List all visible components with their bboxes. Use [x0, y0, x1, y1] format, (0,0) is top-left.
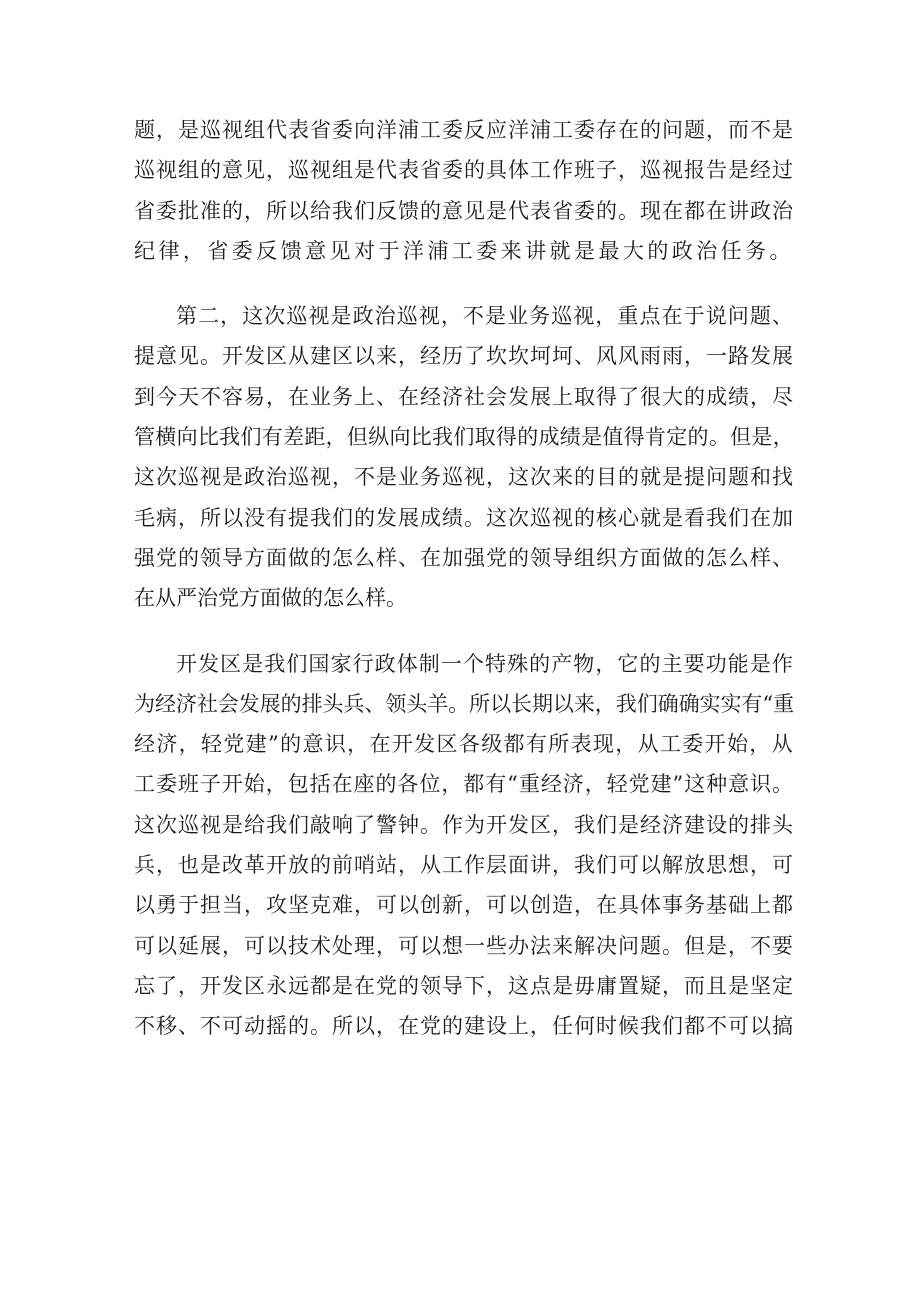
paragraph-1: [134, 110, 794, 271]
text-line: 以勇于担当，攻坚克难，可以创新，可以创造，在具体事务基础上都: [134, 893, 794, 918]
paragraph-2: [134, 296, 794, 618]
text-line: 省委批准的，所以给我们反馈的意见是代表省委的。现在都在讲政治: [134, 198, 794, 223]
text-line: 忘了，开发区永远都是在党的领导下，这点是毋庸置疑，而且是坚定: [134, 973, 794, 998]
text-line: 提意见。开发区从建区以来，经历了坎坎坷坷、风风雨雨，一路发展: [134, 344, 794, 369]
text-line: 巡视组的意见，巡视组是代表省委的具体工作班子，巡视报告是经过: [134, 158, 794, 183]
text-line: 第二，这次巡视是政治巡视，不是业务巡视，重点在于说问题、: [176, 304, 794, 329]
text-line: 不移、不可动摇的。所以，在党的建设上，任何时候我们都不可以搞: [134, 1014, 794, 1039]
text-line: 毛病，所以没有提我们的发展成绩。这次巡视的核心就是看我们在加: [134, 505, 794, 530]
text-line: 题，是巡视组代表省委向洋浦工委反应洋浦工委存在的问题，而不是: [134, 118, 794, 142]
text-line: 在从严治党方面做的怎么样。: [134, 586, 407, 611]
text-line: 兵，也是改革开放的前哨站，从工作层面讲，我们可以解放思想，可: [134, 853, 794, 878]
text-line: 管横向比我们有差距，但纵向比我们取得的成绩是值得肯定的。但是，: [134, 425, 794, 450]
text-line: 经济，轻党建”的意识，在开发区各级都有所表现，从工委开始，从: [134, 732, 794, 757]
text-line: 这次巡视是给我们敲响了警钟。作为开发区，我们是经济建设的排头: [134, 812, 794, 837]
text-line: 开发区是我们国家行政体制一个特殊的产物，它的主要功能是作: [176, 651, 794, 676]
text-line: 纪律，省委反馈意见对于洋浦工委来讲就是最大的政治任务。: [134, 238, 794, 263]
text-line: 工委班子开始，包括在座的各位，都有“重经济，轻党建”这种意识。: [134, 772, 794, 797]
document-body: [134, 110, 794, 1047]
text-line: 到今天不容易，在业务上、在经济社会发展上取得了很大的成绩，尽: [134, 384, 794, 409]
text-line: 这次巡视是政治巡视，不是业务巡视，这次来的目的就是提问题和找: [134, 465, 794, 490]
paragraph-3: [134, 644, 794, 1047]
text-line: 强党的领导方面做的怎么样、在加强党的领导组织方面做的怎么样、: [134, 545, 794, 570]
text-line: 为经济社会发展的排头兵、领头羊。所以长期以来，我们确确实实有“重: [134, 691, 795, 716]
text-line: 可以延展，可以技术处理，可以想一些办法来解决问题。但是，不要: [134, 933, 794, 958]
